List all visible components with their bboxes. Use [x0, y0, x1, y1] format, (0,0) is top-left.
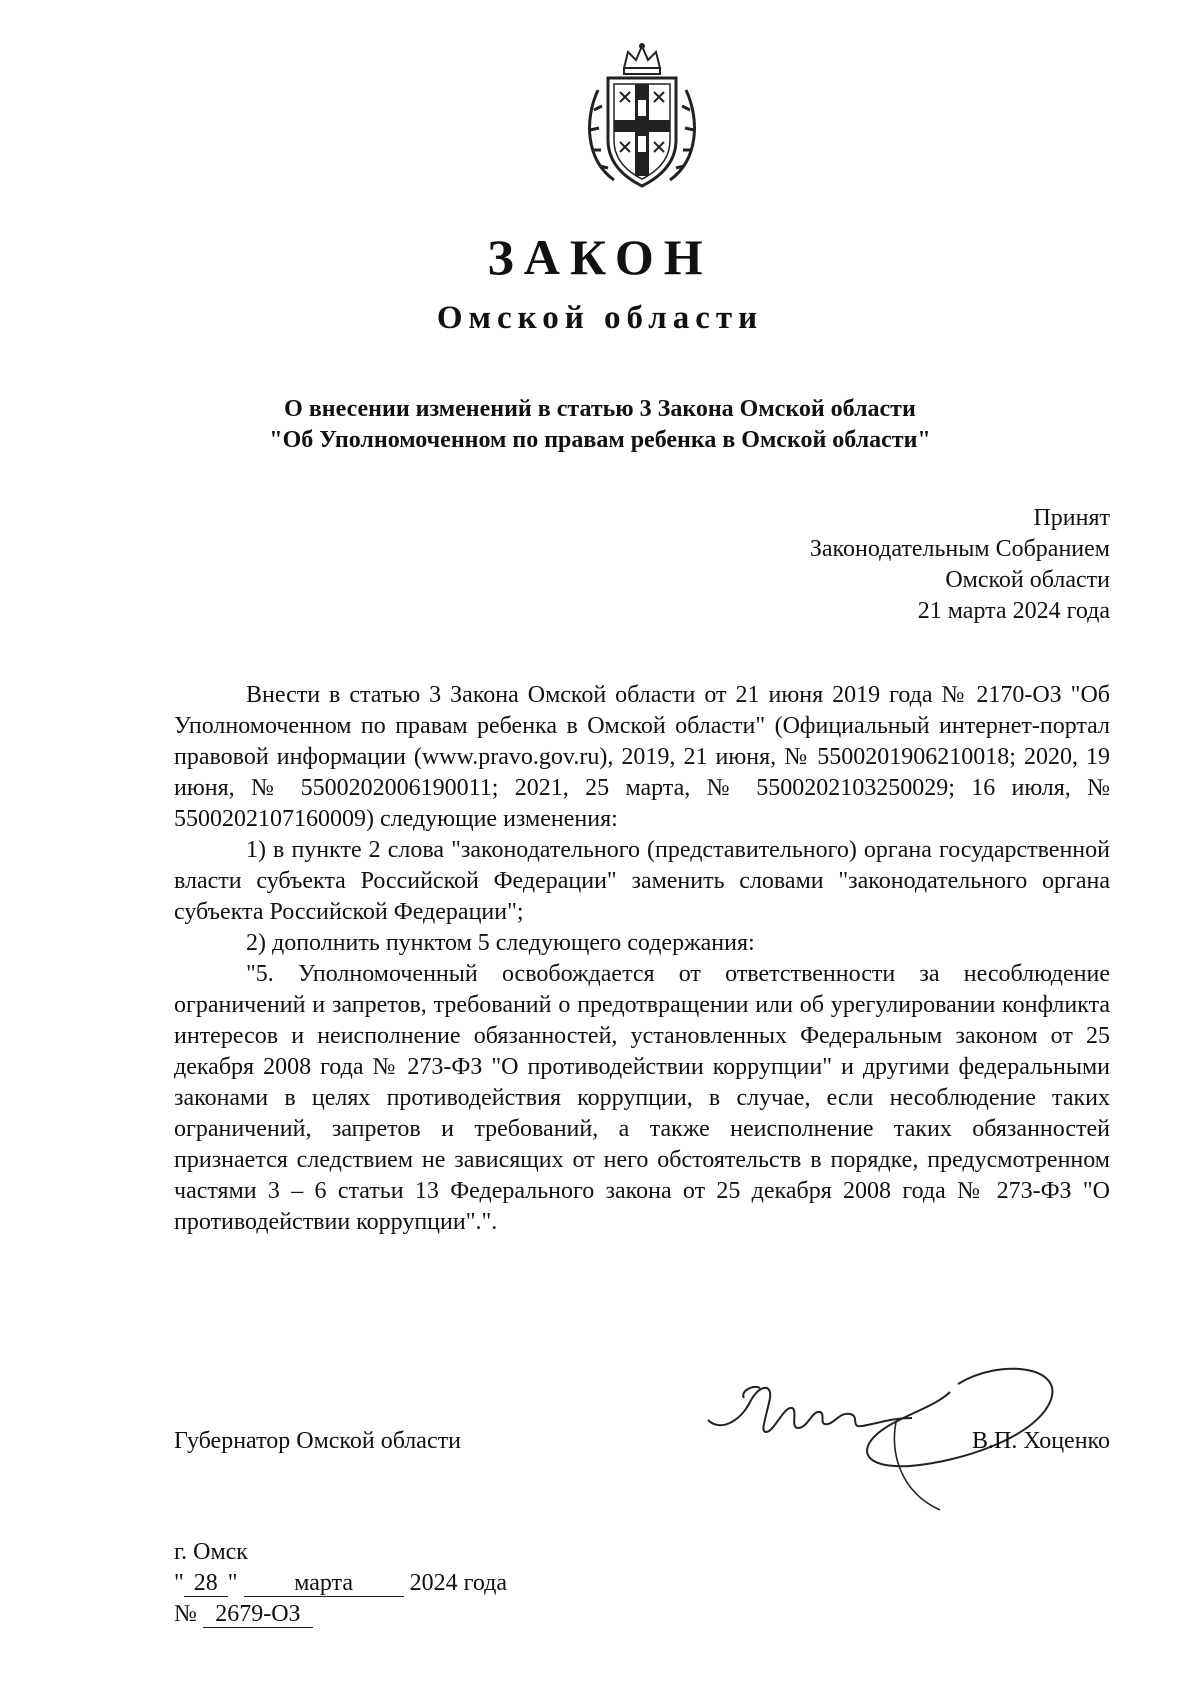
- adoption-line-3: Омской области: [945, 567, 1110, 593]
- body-paragraph-1: Внести в статью 3 Закона Омской области от 21 июня 2019 года № 2170-ОЗ "Об Уполномоченном по правам ребенка в Омской области" (Официальный интернет-портал правовой информации (www.pravo.gov.ru), 2019, 21 июня, № 5500201906210018; 2020, 19 июня, № 5500202006190011; 2021, 25 марта, № 5500202103250029; 16 июля, № 5500202107160009) следующие изменения:: [174, 682, 1110, 832]
- body-paragraph-3: 2) дополнить пунктом 5 следующего содержания:: [246, 930, 755, 956]
- law-body: [174, 680, 1110, 1238]
- adoption-line-2: Законодательным Собранием: [809, 536, 1110, 562]
- issue-date-line: " 28 " марта 2024 года: [174, 1570, 508, 1596]
- adoption-line-1: Принят: [1033, 505, 1110, 531]
- law-number: 2679-ОЗ: [203, 1601, 313, 1628]
- adoption-block: [690, 503, 1110, 627]
- issue-year: 2024 года: [409, 1570, 508, 1596]
- body-paragraph-2: 1) в пункте 2 слова "законодательного (представительного) органа государственной власти субъекта Российской Федерации" заменить словами "законодательного органа субъекта Российской Федерации";: [174, 837, 1110, 925]
- law-heading: [0, 394, 1200, 456]
- issue-details: [174, 1537, 507, 1630]
- governor-name: В.П. Хоценко: [972, 1428, 1110, 1454]
- law-number-prefix: №: [174, 1601, 197, 1627]
- region-subtitle: Омской области: [436, 300, 764, 336]
- coat-of-arms-emblem: [580, 40, 704, 192]
- issue-day: 28: [184, 1570, 228, 1597]
- document-type-title: ЗАКОН: [487, 229, 713, 285]
- adoption-line-4: 21 марта 2024 года: [917, 598, 1110, 624]
- law-heading-line-2: "Об Уполномоченном по правам ребенка в Омской области": [269, 427, 931, 453]
- law-number-line: [174, 1599, 507, 1630]
- issue-month: марта: [244, 1570, 404, 1597]
- issue-city: г. Омск: [174, 1539, 248, 1565]
- body-paragraph-4: "5. Уполномоченный освобождается от ответственности за несоблюдение ограничений и запретов, требований о предотвращении или об урегулировании конфликта интересов и неисполнение обязанностей, установленных Федеральным законом от 25 декабря 2008 года № 273-ФЗ "О противодействии коррупции" и другими федеральными законами в целях противодействия коррупции, в случае, если несоблюдение таких ограничений, запретов и требований, а также неисполнение таких обязанностей признается следствием не зависящих от него обстоятельств в порядке, предусмотренном частями 3 – 6 статьи 13 Федерального закона от 25 декабря 2008 года № 273-ФЗ "О противодействии коррупции".".: [174, 961, 1110, 1235]
- governor-position: Губернатор Омской области: [174, 1428, 461, 1454]
- law-heading-line-1: О внесении изменений в статью 3 Закона Омской области: [284, 396, 916, 422]
